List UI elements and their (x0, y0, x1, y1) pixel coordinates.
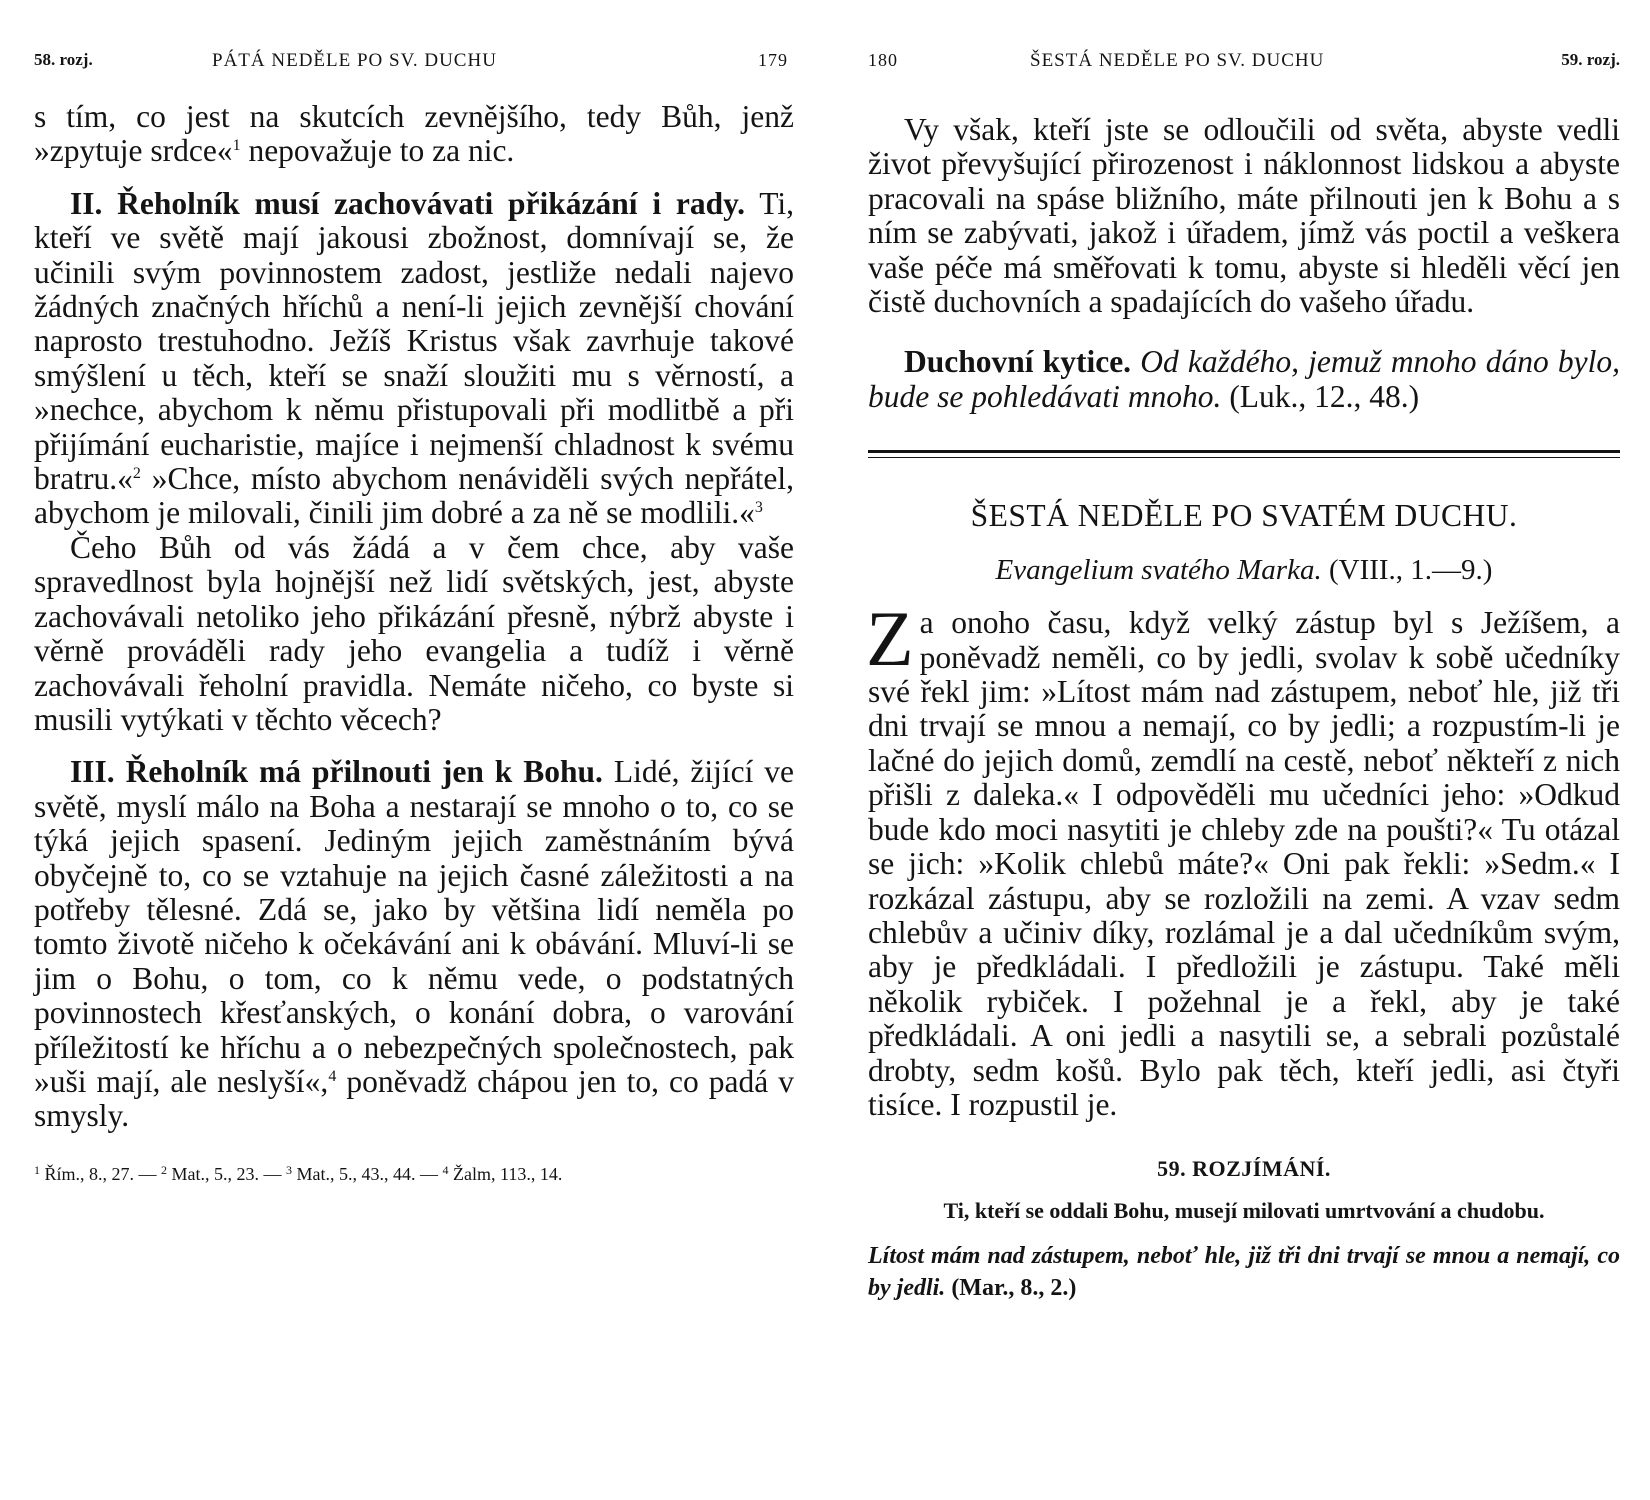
left-page-body (34, 100, 794, 1187)
bouquet-quote: Od každého, jemuž mnoho dáno bylo, bude se pohledávati mnoho. (868, 344, 1621, 414)
right-paragraph-1: Vy však, kteří jste se odloučili od světa, abyste vedli život převyšující přirozenost i náklonnost lidskou a abyste pracovali na spáse bližního, máte přilnouti jen k Bohu a s ním se zabývati, jakož i úřadem, jímž vás poctil a veškera vaše péče má směřovati k tomu, abyste si hleděli věcí jen čistě duchovních a spadajících do vašeho úřadu. (868, 112, 1620, 320)
left-page (34, 0, 794, 1500)
footnote-ref: 2 (132, 465, 141, 483)
left-paragraph-1: s tím, co jest na skutcích zevnějšího, tedy Bůh, jenž »zpytuje srdce«$^1$ nepovažuje to za nic. (34, 99, 794, 169)
left-paragraph-2: II. Řeholník musí zachovávati přikázání i rady. Ti, kteří ve světě mají jakousi zbožnost, domnívají se, že učinili svým povinnostem zadost, jestliže nedali najevo žádných značných hříchů a není-li jejich zevnější chování naprosto trestuhodno. Ježíš Kristus však zavrhuje takové smýšlení u těch, kteří se snaží sloužiti mu s věrností, a »nechce, abychom k němu přistupovali při modlitbě a při přijímání eucharistie, majíce i nejmenší chladnost k svému bratru.«$^2$ »Chce, místo abychom nenáviděli svých nepřátel, abychom je milovali, činili jim dobré a za ně se modlili.«$^3$ (34, 185, 794, 531)
section-divider (868, 450, 1620, 458)
left-paragraph-4: III. Řeholník má přilnouti jen k Bohu. Lidé, žijící ve světě, myslí málo na Boha a nestarají se mnoho o to, co se týká jejich spasení. Jediným jejich zaměstnáním bývá obyčejně to, co se vztahuje na jejich časné záležitosti a na potřeby tělesné. Zdá se, jako by většina lidí neměla po tomto životě ničeho k očekávání ani k obávání. Mluví-li se jim o Bohu, o tom, co k němu vede, o podstatných povinnostech křesťanských, o konání dobra, o varování příležitostí ke hříchu a o nebezpečných společnostech, pak »uši mají, ale neslyší«,$^4$ poněvadž chápou jen to, co padá v smysly. (34, 754, 794, 1134)
section-heading-2: II. Řeholník musí zachovávati přikázání i rady. (70, 185, 746, 221)
right-page-body (868, 113, 1620, 1304)
meditation-title: Ti, kteří se oddali Bohu, musejí milovati umrtvování a chudobu. (943, 1198, 1545, 1224)
meditation-verse: Lítost mám nad zástupem, neboť hle, již tři dni trvají se mnou a nemají, co by jedli. (Mar., 8., 2.) (868, 1243, 1620, 1302)
section-heading-3: III. Řeholník má přilnouti jen k Bohu. (70, 754, 603, 790)
gospel-text: Za onoho času, když velký zástup byl s Ježíšem, a poněvadž neměli, co by jedli, svolav k sobě učedníky své řekl jim: »Lítost mám nad zástupem, neboť hle, již tři dni trvají se mnou a nemají, co by jedli; a rozpustím-li je lačné do jejich domů, zemdlí na cestě, neboť někteří z nich přišli z daleka.« I odpověděli mu učedníci jeho: »Odkud bude kdo moci nasytiti je chleby zde na poušti?« Tu otázal se jich: »Kolik chlebů máte?« Oni pak řekli: »Sedm.« I rozkázal zástupu, aby se rozložili na zemi. A vzav sedm chlebův a učiniv díky, rozlámal je a dal učedníkům svým, aby je předkládali. I předložili je zástupu. Také měli několik rybiček. I požehnal je a řekl, aby je také předkládali. A oni jedli a nasytili se, a sebrali pozůstalé drobty, sedm košů. Bylo pak těch, kteří jedli, asi čtyři tisíce. I rozpustil je. (866, 595, 1620, 1122)
bouquet-label: Duchovní kytice. (904, 344, 1132, 380)
footnote-ref: 1 (232, 137, 241, 155)
right-page (868, 0, 1620, 1500)
left-paragraph-3: Čeho Bůh od vás žádá a v čem chce, aby vaše spravedlnost byla hojnější než lidí světských, jest, abyste zachovávali netoliko jeho přikázání přesně, nýbrž abyste i věrně prováděli rady jeho evangelia a tudíž i věrně zachovávali řeholní pravidla. Nemáte ničeho, co byste si musili vytýkati v těchto věcech? (34, 529, 794, 737)
footnote-ref: 4 (328, 1067, 337, 1085)
meditation-number: 59. ROZJÍMÁNÍ. (1157, 1156, 1331, 1182)
drop-cap-initial: Z (866, 595, 914, 683)
footnote-ref: 3 (754, 499, 763, 517)
left-page-number: 179 (758, 50, 788, 70)
right-page-number: 180 (868, 50, 898, 70)
section-title: ŠESTÁ NEDĚLE PO SVATÉM DUCHU. (970, 498, 1518, 534)
left-chapter-label: 58. rozj. (34, 50, 93, 69)
right-running-head (868, 50, 1620, 74)
left-running-title: PÁTÁ NEDĚLE PO SV. DUCHU (212, 50, 497, 71)
spiritual-bouquet: Duchovní kytice. Od každého, jemuž mnoho dáno bylo, bude se pohledávati mnoho. (Luk., 12., 48.) (868, 344, 1621, 414)
left-running-head (34, 50, 794, 74)
right-chapter-label: 59. rozj. (1561, 50, 1620, 69)
gospel-heading: Evangelium svatého Marka. (VIII., 1.—9.) (995, 554, 1493, 587)
right-running-title: ŠESTÁ NEDĚLE PO SV. DUCHU (1030, 50, 1325, 71)
footnotes: $^1$ Řím., 8., 27. — $^2$ Mat., 5., 23. — $^3$ Mat., 5., 43., 44. — $^4$ Žalm, 113., 14. (34, 1162, 563, 1184)
